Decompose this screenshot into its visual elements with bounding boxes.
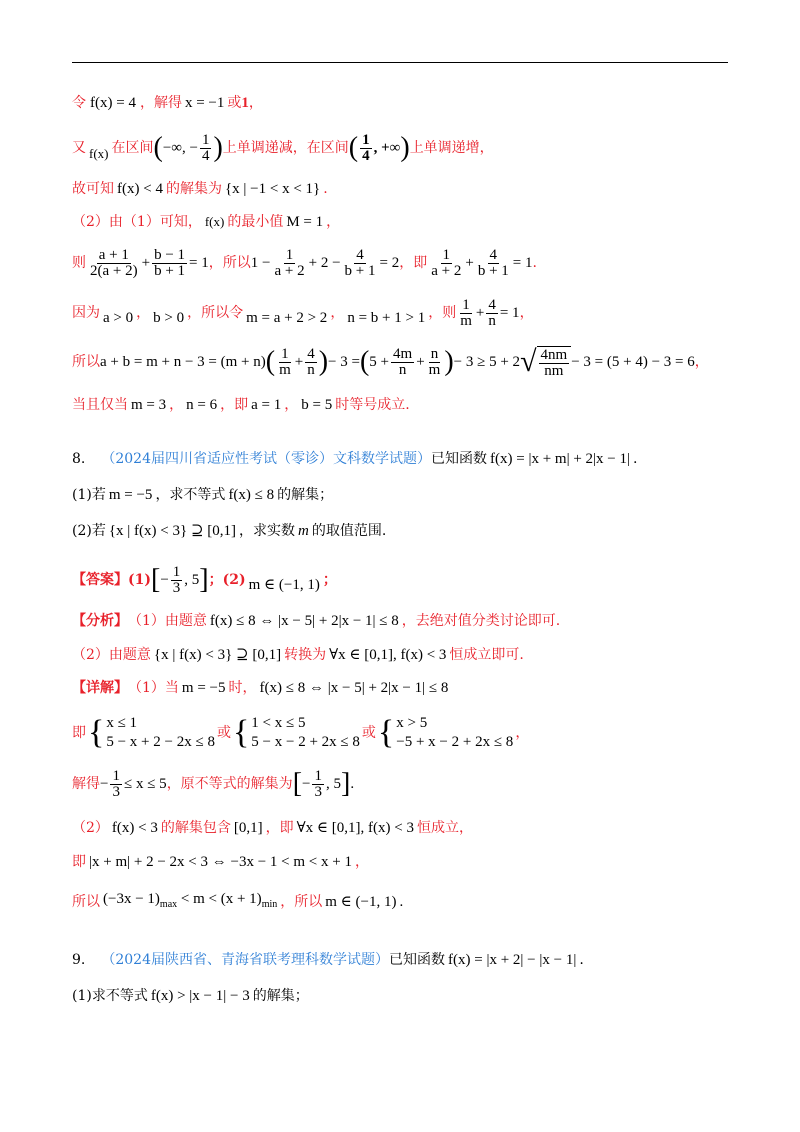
frac-den: 4 [362, 147, 370, 164]
math: 1 [241, 95, 249, 111]
math-sub: min [261, 899, 278, 910]
text: . [532, 255, 537, 271]
frac-den: b + 1 [344, 262, 376, 279]
math: m = a + 2 > 2 [246, 310, 328, 326]
frac-num: 1 [314, 767, 322, 784]
frac-num: 1 [362, 131, 370, 148]
text: ， [136, 305, 151, 321]
math: f(x) > |x − 1| − 3 [150, 988, 250, 1004]
text: 的取值范围. [311, 523, 387, 539]
math: x > 5 [396, 715, 428, 731]
equation-2 [251, 248, 399, 279]
math: f(x) = |x + 2| − |x − 1| [448, 952, 577, 968]
math: − [302, 776, 311, 792]
frac-num: 4 [307, 345, 315, 362]
text: 所以 [72, 354, 100, 370]
math: < m < (x + 1) [180, 891, 262, 907]
math: 5 + [369, 354, 390, 370]
detail-line-1 [72, 678, 451, 698]
text: （1）由题意 [128, 613, 207, 629]
text: 则 [72, 255, 86, 271]
frac-den: nm [544, 362, 564, 379]
frac-den: b + 1 [154, 262, 186, 279]
math: f(x) ≤ 8 ⇔ |x − 5| + 2|x − 1| ≤ 8 [209, 613, 399, 629]
math: {x | f(x) < 3} ⊇ [0,1] [153, 647, 282, 663]
math: m ∈ (−1, 1) [325, 894, 397, 910]
frac-num: 1 [201, 131, 210, 148]
text: ， [354, 854, 369, 870]
solution-line-6 [72, 296, 534, 330]
math: (−3x − 1) [103, 891, 160, 907]
text: . [323, 181, 328, 197]
math: + [416, 354, 425, 370]
text: 的解集包含 [160, 820, 231, 836]
text: ， [330, 305, 345, 321]
math: m ∈ (−1, 1) [248, 577, 320, 593]
text: 或 [227, 95, 242, 111]
question-9-part-1 [72, 986, 309, 1006]
math: − [100, 776, 109, 792]
text: (1)求不等式 [72, 988, 148, 1004]
text: 恒成立， [416, 820, 473, 836]
math: + [141, 255, 151, 271]
frac-den: m [279, 361, 291, 378]
math: f(x) [89, 146, 109, 161]
math: f(x) = |x + m| + 2|x − 1| [490, 451, 631, 467]
text: 上单调递增， [409, 140, 494, 156]
answer-tag: 【答案】 [72, 572, 128, 588]
math: x ≤ 1 [106, 715, 138, 731]
math: , +∞ [373, 140, 401, 156]
frac-num: 1 [112, 767, 120, 784]
text: ， [515, 725, 530, 741]
sqrt: √ $\frac{4nm}{nm}$ [520, 346, 571, 379]
solution-line-8 [72, 395, 410, 415]
math: [0,1] [233, 820, 263, 836]
case-system-1: { x ≤ 1 5 − x + 2 − 2x ≤ 8 [88, 714, 215, 751]
text: 或 [361, 725, 376, 741]
text: 又 [72, 140, 86, 156]
math: M = 1 [286, 214, 324, 230]
text: ，即 [265, 820, 294, 836]
frac-den: m [428, 361, 441, 378]
analysis-line-2 [72, 645, 524, 665]
math: f(x) [204, 214, 225, 229]
math: − 3 = [328, 354, 360, 370]
text: 已知函数 [431, 451, 487, 467]
frac-den: m [460, 312, 472, 329]
question-8-part-1 [72, 485, 333, 505]
text: ， [519, 305, 534, 321]
frac-den: a + 2 [431, 262, 462, 279]
frac-num: 1 [281, 345, 289, 362]
answer-interval: [ − $\frac{1}{3}$ , 5 ] [151, 563, 209, 596]
text: 即 [72, 725, 86, 741]
math: − 3 = (5 + 4) − 3 = 6 [571, 354, 695, 370]
text: ，即 [399, 255, 428, 271]
math: b = 5 [301, 397, 333, 413]
detail-solution [72, 767, 354, 801]
frac-num: a + 1 [98, 246, 129, 263]
case-system-2: { 1 < x ≤ 5 5 − x − 2 + 2x ≤ 8 [232, 714, 360, 751]
frac-num: b − 1 [154, 246, 186, 263]
detail-part-2-result [72, 889, 403, 915]
frac-num: 1 [172, 563, 181, 580]
math: 5 − x + 2 − 2x ≤ 8 [106, 734, 215, 750]
math-sub: max [159, 899, 178, 910]
frac-den: 3 [314, 783, 322, 800]
text: （1）当 [128, 680, 179, 696]
equation-1 [86, 248, 209, 279]
math: . [350, 776, 355, 792]
frac-den: n [398, 361, 407, 378]
math: b > 0 [153, 310, 185, 326]
math: a + b = m + n − 3 = (m + n) [100, 354, 266, 370]
frac-num: 4m [393, 345, 413, 362]
equation: $\frac{1}{m}$ + $\frac{4}{n}$ = 1 [460, 296, 520, 329]
text: 恒成立即可. [449, 647, 524, 663]
math: −∞, − [162, 140, 198, 156]
text: (2) [222, 572, 246, 588]
question-8-header [72, 449, 637, 469]
frac-den: a + 2 [274, 262, 305, 279]
math [100, 769, 167, 800]
solution-line-3 [72, 179, 328, 199]
math: m = −5 [108, 487, 153, 503]
case-system-3: { x > 5 −5 + x − 2 + 2x ≤ 8 [377, 714, 514, 751]
text: （2）由题意 [72, 647, 151, 663]
math [103, 889, 277, 915]
text: ， [284, 397, 299, 413]
text: 所以 [72, 894, 100, 910]
text: ，所以 [208, 255, 251, 271]
frac-num: 4nm [540, 346, 568, 363]
frac-num: 1 [462, 296, 470, 313]
question-source: （2024届陕西省、青海省联考理科数学试题） [101, 952, 389, 968]
math: 5 − x − 2 + 2x ≤ 8 [251, 734, 360, 750]
math: 1 < x ≤ 5 [251, 715, 306, 731]
text: ，去绝对值分类讨论即可. [401, 613, 561, 629]
math: {x | −1 < x < 1} [224, 181, 321, 197]
interval-2: ( $\frac{1}{4}$ , +∞ ) [348, 131, 410, 164]
analysis-line-1 [72, 611, 560, 631]
math: = 1 [512, 255, 533, 271]
math: m [298, 523, 309, 539]
text: ，求不等式 [155, 487, 226, 503]
math: −5 + x − 2 + 2x ≤ 8 [396, 734, 514, 750]
question-8-part-2 [72, 521, 386, 541]
solution-line-1 [72, 93, 263, 113]
interval-1: ( −∞, − $\frac{1}{4}$ ) [153, 131, 223, 164]
text: ，所以 [280, 894, 323, 910]
question-number: 9. [72, 952, 86, 968]
math: , 5 [325, 776, 341, 792]
math: f(x) < 3 [111, 820, 158, 836]
frac-num: n [430, 345, 439, 362]
text: 在区间 [111, 140, 154, 156]
math: f(x) ≤ 8 ⇔ |x − 5| + 2|x − 1| ≤ 8 [259, 680, 449, 696]
text: . [579, 952, 584, 968]
math: a > 0 [103, 310, 134, 326]
frac-den: 3 [112, 783, 120, 800]
text: 时， [228, 680, 257, 696]
math: − [160, 572, 169, 588]
math: m = 3 [131, 397, 167, 413]
text: （2）由（1）可知， [72, 214, 202, 230]
text: 或 [216, 725, 231, 741]
math: + [465, 255, 474, 271]
math: n = b + 1 > 1 [347, 310, 426, 326]
frac-num: 4 [356, 246, 364, 263]
frac-den: 4 [201, 147, 210, 164]
math: f(x) < 4 [117, 181, 163, 197]
solution-line-7 [72, 342, 709, 382]
math: . [399, 894, 404, 910]
text: ； [208, 572, 223, 588]
text: 令 [72, 95, 86, 111]
text: (2)若 [72, 523, 106, 539]
frac-den: n [307, 361, 315, 378]
detail-systems [72, 712, 529, 754]
text: 解得 [72, 776, 100, 792]
equation-3 [427, 248, 532, 279]
math: ≤ x ≤ 5 [123, 776, 167, 792]
math: f(x) ≤ 8 [228, 487, 275, 503]
frac-den: b + 1 [477, 262, 509, 279]
text: 的解集； [252, 988, 309, 1004]
text: 的最小值 [227, 214, 284, 230]
math: = 1 [499, 305, 520, 321]
math: n = 6 [186, 397, 218, 413]
text: 即 [72, 854, 86, 870]
text: ，所以令 [187, 305, 244, 321]
math: + 2 − [308, 255, 341, 271]
question-number: 8. [72, 451, 86, 467]
frac-den: 2(a + 2) [90, 262, 138, 279]
text: ； [322, 572, 337, 588]
question-source: （2024届四川省适应性考试（零诊）文科数学试题） [101, 451, 431, 467]
question-9-header [72, 950, 584, 970]
text: （2） [72, 820, 109, 836]
frac-den: n [488, 312, 496, 329]
text: 上单调递减，在区间 [222, 140, 349, 156]
text: 转换为 [284, 647, 327, 663]
solution-interval: [ − $\frac{1}{3}$ , 5 ] [292, 767, 351, 800]
analysis-tag: 【分析】 [72, 613, 128, 629]
frac-num: 4 [488, 296, 496, 313]
math: , 5 [184, 572, 200, 588]
math: − 3 ≥ 5 + 2 [453, 354, 521, 370]
text: 时等号成立. [335, 397, 410, 413]
text: ，原不等式的解集为 [166, 776, 293, 792]
detail-part-2 [72, 818, 473, 838]
frac-den: 3 [172, 579, 181, 596]
text: ， [694, 354, 709, 370]
math: |x + m| + 2 − 2x < 3 ⇔ −3x − 1 < m < x + 1 [89, 854, 352, 870]
solution-line-5 [72, 246, 537, 280]
text: ，即 [220, 397, 249, 413]
text: 因为 [72, 305, 100, 321]
text: ， [326, 214, 341, 230]
text: (1) [128, 572, 151, 588]
math: m = −5 [181, 680, 226, 696]
text: ，解得 [139, 95, 182, 111]
text: ， [248, 95, 263, 111]
frac-num: 1 [285, 246, 294, 263]
math: x = −1 [184, 95, 225, 111]
math: + [294, 354, 304, 370]
detail-part-2-ineq [72, 852, 369, 872]
solution-line-4 [72, 212, 340, 232]
frac-num: 1 [442, 246, 451, 263]
math: {x | f(x) < 3} ⊇ [0,1] [108, 523, 236, 539]
math: ∀x ∈ [0,1], f(x) < 3 [296, 820, 414, 836]
math: f(x) = 4 [90, 95, 136, 111]
answer-line [72, 563, 337, 597]
text: ，则 [428, 305, 457, 321]
header-rule [72, 62, 728, 63]
text: . [633, 451, 638, 467]
solution-line-2 [72, 132, 494, 164]
text: 的解集； [277, 487, 334, 503]
math: a = 1 [251, 397, 282, 413]
detail-tag: 【详解】 [72, 680, 128, 696]
math: ∀x ∈ [0,1], f(x) < 3 [329, 647, 447, 663]
text: 当且仅当 [72, 397, 128, 413]
text: ，求实数 [239, 523, 295, 539]
frac-num: 4 [489, 246, 498, 263]
math: = 1 [189, 255, 209, 271]
text: 故可知 [72, 181, 114, 197]
math: 1 − [250, 255, 271, 271]
math: = 2 [379, 255, 400, 271]
text: 已知函数 [389, 952, 445, 968]
text: ， [169, 397, 184, 413]
text: 的解集为 [165, 181, 222, 197]
equation: a + b = m + n − 3 = (m + n) ( $\frac{1}{m}$ + $\frac{4}{n}$ ) − 3 = ( 5 + $\frac{4m}{n}$ + $\frac{n}{m}$ ) − 3 ≥ 5 + 2 √ $\frac{4nm}{nm}$ − 3 = (5 + 4) − 3 = 6 [100, 345, 695, 379]
text: (1)若 [72, 487, 106, 503]
